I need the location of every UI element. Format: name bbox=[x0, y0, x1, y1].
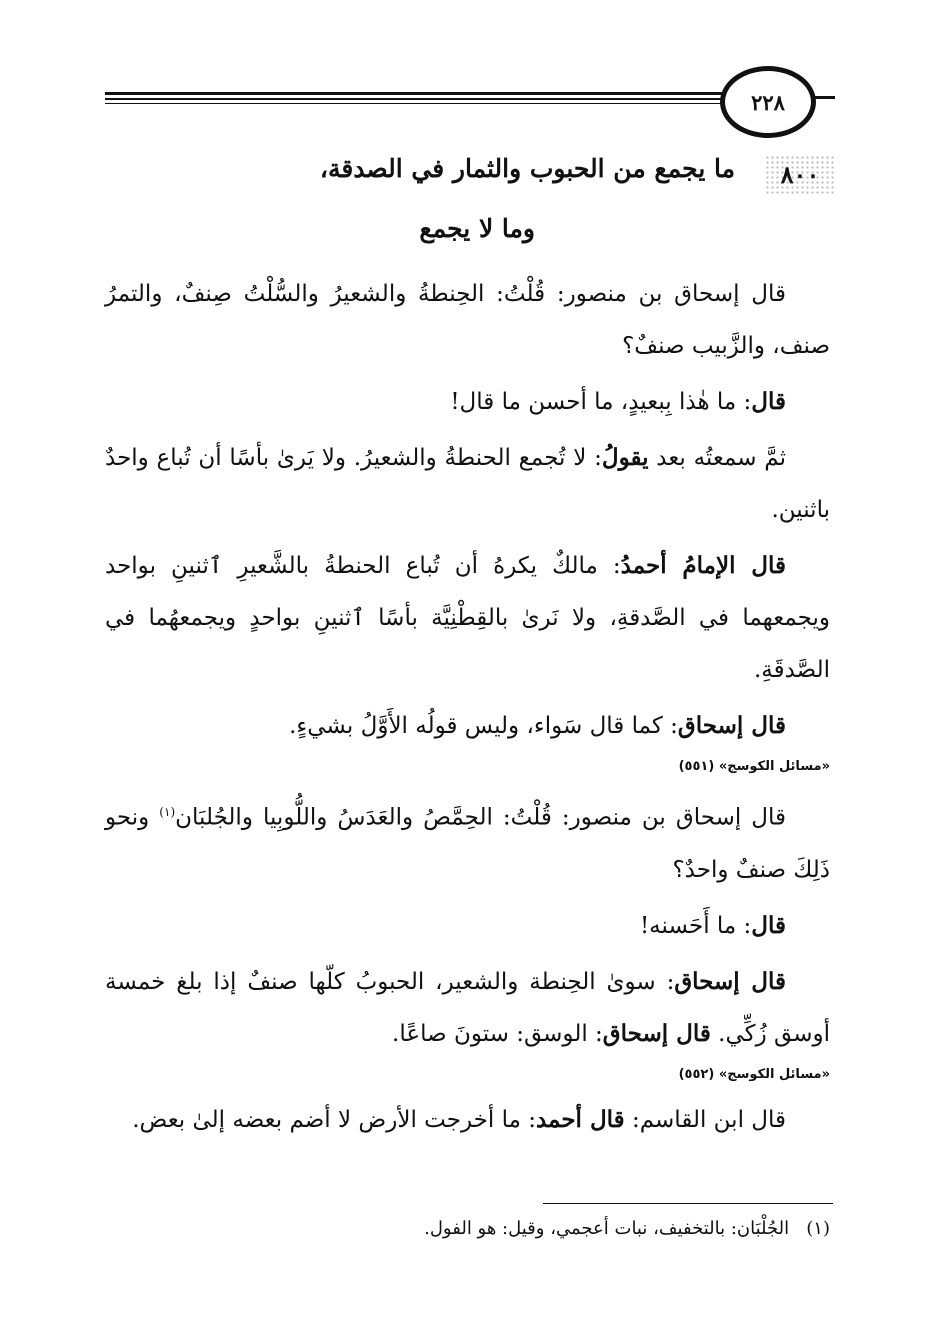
paragraph-text: ثمَّ سمعتُه بعد bbox=[648, 445, 786, 471]
page-header bbox=[100, 66, 840, 136]
page-number: ٢٢٨ bbox=[720, 66, 816, 138]
footnote bbox=[105, 1218, 830, 1239]
speaker-label: قال bbox=[751, 388, 786, 415]
section-subtitle: وما لا يجمع bbox=[419, 214, 535, 243]
header-rule bbox=[105, 103, 725, 104]
paragraph-text: : كما قال سَواء، وليس قولُه الأَوَّلُ بشيءٍ. bbox=[289, 713, 678, 739]
paragraph-text: قال إسحاق بن منصور: قُلْتُ: الحِنطةُ والشعيرُ والسُّلْتُ صِنفٌ، والتمرُ صنف، والزَّبيب صنفٌ؟ bbox=[105, 281, 830, 359]
paragraph-text: : سوىٰ الحِنطة والشعير، الحبوبُ كلّها صنفٌ إذا بلغ خمسة أوسق زُكِّي. bbox=[105, 968, 830, 1047]
footnote-divider bbox=[543, 1203, 833, 1204]
paragraph bbox=[105, 540, 830, 696]
speaker-label: قال الإمامُ أحمدُ bbox=[620, 552, 786, 579]
speaker-label: قال bbox=[751, 911, 786, 939]
source-reference: «مسائل الكوسج» (٥٥٢) bbox=[678, 1066, 830, 1082]
paragraph bbox=[105, 700, 830, 752]
paragraph-text: : ما أخرجت الأرض لا أضم بعضه إلىٰ بعض. bbox=[132, 1106, 536, 1133]
paragraph bbox=[105, 956, 830, 1060]
paragraph bbox=[105, 1094, 830, 1146]
paragraph-text: : مالكٌ يكرهُ أن تُباع الحنطةُ بالشَّعيرِ ٱثنينِ بواحد ويجمعهما في الصَّدقةِ، ولا نَرىٰ بالقِطْنِيَّة بأسًا ٱثنينِ بواحدٍ ويجمعهُما في الصَّدقَةِ. bbox=[105, 553, 830, 683]
paragraph-text: : الوسق: ستونَ صاعًا. bbox=[392, 1020, 603, 1047]
speaker-label: قال إسحاق bbox=[674, 967, 786, 995]
paragraph-text: : لا تُجمع الحنطةُ والشعيرُ. ولا يَرىٰ بأسًا أن تُباع واحدٌ باثنين. bbox=[105, 445, 830, 523]
footnote-marker: (١) bbox=[806, 1218, 830, 1239]
speaker-label: قال إسحاق bbox=[602, 1019, 711, 1047]
section-number: ٨٠٠ bbox=[765, 155, 835, 195]
paragraph bbox=[105, 786, 830, 896]
paragraph bbox=[105, 376, 830, 428]
footnote-ref: (١) bbox=[159, 805, 176, 819]
paragraph bbox=[105, 432, 830, 536]
header-rule bbox=[105, 98, 725, 100]
main-text bbox=[105, 268, 830, 1150]
footnote-text: الجُلْبَان: بالتخفيف، نبات أعجمي، وقيل: هو الفول. bbox=[424, 1218, 790, 1239]
source-reference: «مسائل الكوسج» (٥٥١) bbox=[678, 759, 830, 774]
paragraph-text: قال ابن القاسم: bbox=[624, 1106, 786, 1133]
section-title: ما يجمع من الحبوب والثمار في الصدقة، bbox=[319, 154, 735, 183]
speaker-label: قال أحمد bbox=[535, 1105, 625, 1133]
paragraph bbox=[105, 900, 830, 952]
paragraph-text: : ما أَحَسنه! bbox=[639, 912, 752, 939]
speaker-label: قال إسحاق bbox=[677, 712, 786, 739]
paragraph bbox=[105, 268, 830, 372]
header-rule bbox=[105, 92, 725, 95]
paragraph-text: ونحو ذَلِكَ صنفٌ واحدٌ؟ bbox=[105, 804, 830, 883]
speaker-label: يقولُ bbox=[601, 444, 649, 471]
paragraph-text: : ما هٰذا بِبعيدٍ، ما أحسن ما قال! bbox=[450, 389, 752, 415]
paragraph-text: قال إسحاق بن منصور: قُلْتُ: الحِمَّصُ والعَدَسُ واللُّوبِيا والجُلبَان bbox=[175, 804, 786, 831]
